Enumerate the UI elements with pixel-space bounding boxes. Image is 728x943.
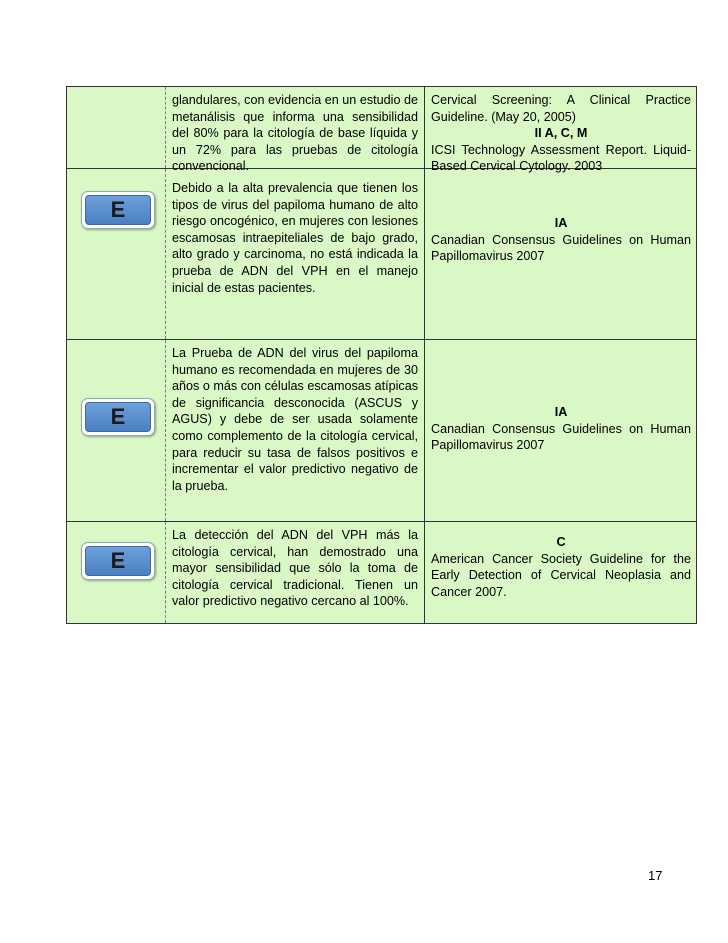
page-number: 17 xyxy=(648,868,663,883)
table-row xyxy=(66,521,697,624)
evidence-text: Debido a la alta prevalencia que tienen los tipos de virus del papiloma humano de alto riesgo oncogénico, en mujeres con lesiones escamosas intraepiteliales de bajo grado, alto grado y carcinoma, no está indicada la prueba de ADN del VPH en el manejo inicial de estas pacientes. xyxy=(172,181,418,295)
reference-text: Canadian Consensus Guidelines on Human Papillomavirus 2007 xyxy=(431,421,691,453)
evidence-grade: IA xyxy=(554,216,568,230)
evidence-badge xyxy=(81,398,155,436)
evidence-text-cell xyxy=(166,87,425,174)
level-cell xyxy=(67,522,166,623)
table-row xyxy=(66,339,697,521)
reference-cell xyxy=(425,522,696,623)
evidence-text: La detección del ADN del VPH más la citología cervical, han demostrado una mayor sensibilidad que sólo la toma de citología cervical tradicional. Tienen un valor predictivo negativo cercano al 100%. xyxy=(172,528,418,609)
evidence-grade: IA xyxy=(554,405,568,419)
evidence-badge xyxy=(81,191,155,229)
reference-text: ICSI Technology Assessment Report. Liquid-Based Cervical Cytology. 2003 xyxy=(431,142,691,174)
evidence-badge-label: E xyxy=(85,546,151,576)
table-row xyxy=(66,86,697,174)
level-cell xyxy=(67,87,166,168)
reference-cell xyxy=(425,169,696,339)
reference-cell xyxy=(425,340,696,521)
evidence-text-cell xyxy=(166,340,425,521)
reference-text: Canadian Consensus Guidelines on Human Papillomavirus 2007 xyxy=(431,232,691,264)
evidence-grade: C xyxy=(556,535,566,549)
reference-text: American Cancer Society Guideline for the Early Detection of Cervical Neoplasia and Cancer 2007. xyxy=(431,551,691,599)
evidence-badge-label: E xyxy=(85,402,151,432)
evidence-text: glandulares, con evidencia en un estudio de metanálisis que informa una sensibilidad del 80% para la citología de base líquida y un 72% para las pruebas de citología convencional. xyxy=(172,93,418,174)
evidence-text-cell xyxy=(166,522,425,623)
evidence-text: La Prueba de ADN del virus del papiloma humano es recomendada en mujeres de 30 años o más con células escamosas atípicas de significancia desconocida (ASCUS y AGUS) y debe de ser usada solamente como complemento de la citología cervical, para reducir su tasa de falsos positivos e incrementar el valor predictivo negativo de la prueba. xyxy=(172,346,418,493)
table-row xyxy=(66,168,697,339)
reference-cell xyxy=(425,87,696,174)
evidence-badge xyxy=(81,542,155,580)
evidence-table xyxy=(66,86,697,624)
level-cell xyxy=(67,169,166,339)
evidence-text-cell xyxy=(166,169,425,339)
level-cell xyxy=(67,340,166,521)
reference-text: Cervical Screening: A Clinical Practice Guideline. (May 20, 2005) xyxy=(431,93,691,124)
evidence-grade: II A, C, M xyxy=(534,126,588,141)
evidence-badge-label: E xyxy=(85,195,151,225)
